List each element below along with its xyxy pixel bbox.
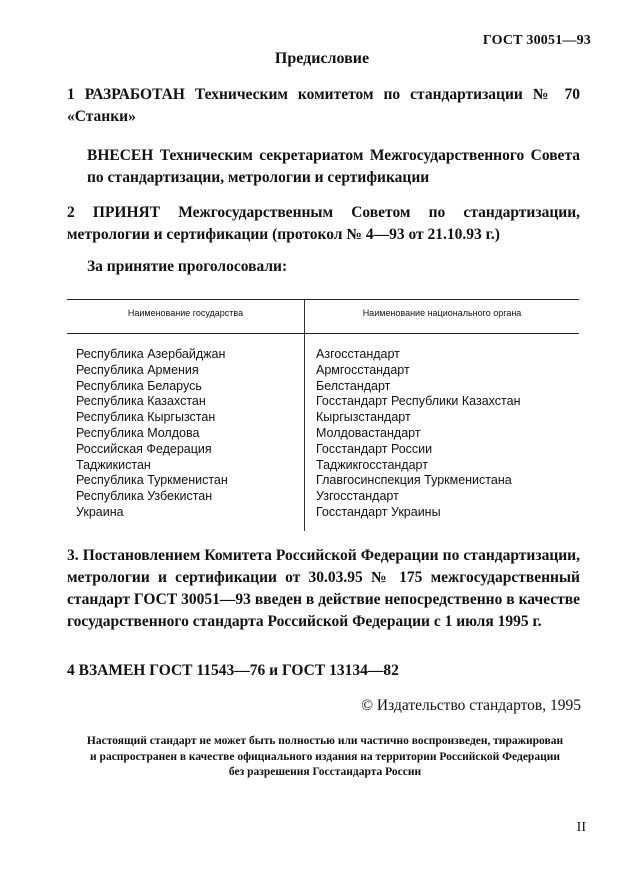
votes-label: За принятие проголосовали:	[87, 258, 288, 275]
section-replaces: 4 ВЗАМЕН ГОСТ 11543—76 и ГОСТ 13134—82	[67, 662, 399, 679]
table-cell-body: Кыргызстандарт	[316, 410, 411, 425]
table-header-bodies: Наименование национального органа	[362, 308, 522, 318]
table-cell-state: Республика Кыргызстан	[76, 410, 216, 425]
page-title: Предисловие	[274, 50, 370, 67]
table-cell-body: Госстандарт Украины	[316, 504, 441, 519]
table-cell-state: Республика Молдова	[76, 425, 200, 440]
section-submitted: ВНЕСЕН Техническим секретариатом Межгосударственного Совета по стандартизации, метрологии и сертификации	[87, 147, 580, 186]
table-cell-state: Республика Армения	[76, 362, 199, 377]
section-adopted: 2 ПРИНЯТ Межгосударственным Советом по стандартизации, метрологии и сертификации (протокол № 4—93 от 21.10.93 г.)	[67, 204, 580, 243]
section-developed: 1 РАЗРАБОТАН Техническим комитетом по стандартизации № 70 «Станки»	[67, 86, 580, 125]
table-cell-body: Госстандарт России	[316, 441, 433, 456]
table-cell-state: Украина	[76, 504, 124, 519]
table-cell-body: Узгосстандарт	[316, 489, 399, 504]
copyright-line: © Издательство стандартов, 1995	[361, 697, 581, 714]
table-cell-state: Республика Беларусь	[76, 378, 202, 393]
page-number: II	[576, 820, 586, 835]
states-column	[76, 347, 301, 521]
bodies-column	[316, 347, 578, 521]
table-top-rule	[67, 299, 579, 300]
table-cell-state: Республика Туркменистан	[76, 473, 228, 488]
table-cell-state: Российская Федерация	[76, 441, 212, 456]
table-column-divider	[304, 299, 305, 531]
document-code: ГОСТ 30051—93	[482, 33, 591, 48]
table-cell-body: Белстандарт	[316, 378, 391, 393]
table-cell-body: Госстандарт Республики Казахстан	[316, 394, 521, 409]
table-cell-body: Главгосинспекция Туркменистана	[316, 473, 512, 488]
table-header-rule	[67, 333, 579, 334]
table-header-states: Наименование государства	[127, 308, 244, 318]
table-cell-body: Азгосстандарт	[316, 347, 400, 361]
voting-table	[67, 299, 579, 531]
table-cell-body: Армгосстандарт	[316, 362, 410, 377]
table-cell-state: Республика Азербайджан	[76, 347, 226, 361]
reproduction-notice: Настоящий стандарт не может быть полностью или частично воспроизведен, тиражирован и распространен в качестве официального издания на территории Российской Федерации без разрешения Госстандарта России	[86, 735, 564, 778]
table-cell-body: Молдовастандарт	[316, 425, 421, 440]
table-cell-state: Таджикистан	[76, 457, 151, 472]
section-resolution: 3. Постановлением Комитета Российской Федерации по стандартизации, метрологии и сертификации от 30.03.95 № 175 межгосударственный стандарт ГОСТ 30051—93 введен в действие непосредственно в качестве государственного стандарта Российской Федерации с 1 июля 1995 г.	[67, 547, 580, 630]
table-cell-body: Таджикгосстандарт	[316, 457, 428, 472]
table-cell-state: Республика Узбекистан	[76, 489, 213, 504]
table-cell-state: Республика Казахстан	[76, 394, 206, 409]
